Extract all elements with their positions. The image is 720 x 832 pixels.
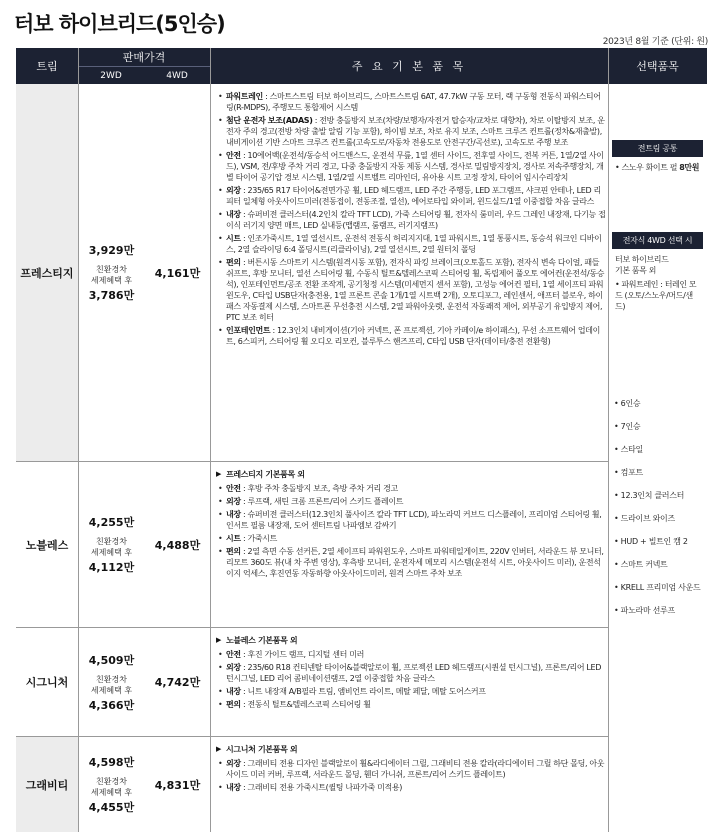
trim-name: 시그니처 [16, 628, 78, 736]
price-4wd: 4,488만 [154, 538, 201, 552]
feature-row: • 내장 : 니트 내장재 A/B필라 트림, 앰비언트 라이트, 메탈 페달, 메탈 도어스커프 [216, 686, 606, 697]
feature-row: • 파워트레인 : 스마트스트림 터보 하이브리드, 스마트스트림 6AT, 47.7kW 구동 모터, 랙 구동형 전동식 파워스티어링(R-MDPS), 주행모드 통합제어 시스템 [216, 91, 606, 113]
header-options: 선택품목 [608, 48, 707, 84]
option-common-box [612, 140, 703, 178]
price-4wd: 4,742만 [154, 676, 201, 689]
option-awd-box [612, 232, 703, 317]
feature-row: • 안전 : 10에어백(운전석/동승석 어드밴스드, 운전석 무릎, 1열 센터 사이드, 전후열 사이드, 전복 커튼, 1열/2열 사이드), VSM, 전/후방 주차 거리 경고, 다중 충돌방지 자동 제동 시스템, 경사로 밀림방지장치, 경사로 저속주행장치, 개별 타이어 공기압 경보 시스템, 1열/2열 시트벨트 리마인더, 유아용 시트 고정 장치, 타이어 임시수리장치 [216, 150, 606, 183]
feature-row: • 외장 : 루프랙, 새틴 크롬 프론트/리어 스키드 플레이트 [216, 496, 606, 507]
feature-head: ▶ 프레스티지 기본품목 외 [216, 469, 606, 480]
option-item: • 스마트 커넥트 [614, 560, 668, 569]
price-note: 2023년 8월 기준 (단위: 원) [602, 37, 708, 47]
feature-list [212, 91, 606, 349]
divider [608, 48, 609, 832]
option-common-item: • 스노우 화이트 펄 8만원 [615, 163, 700, 172]
feature-row: • 외장 : 235/65 R17 타이어&전면가공 휠, LED 헤드램프, LED 주간 주행등, LED 포그램프, 샤크핀 안테나, LED 리피터 일체형 아웃사이드미러(전동접이, 전동조절, 열선), 에어로타입 와이퍼, 윈드실드/1열 이중접합 차음 글라스 [216, 185, 606, 207]
feature-row: • 편의 : 버튼시동 스마트키 시스템(원격시동 포함), 전자식 파킹 브레이크(오토홀드 포함), 전자식 변속 다이얼, 패들 쉬프트, 후방 모니터, 열선 스티어링 휠, 수동식 틸트&텔레스코픽 스티어링 휠, 독립제어 풀오토 에어컨(운전석/동승석), 인포테인먼트/공조 전환 조작계, 공기청정 시스템(미세먼지 센서 포함), 고성능 에어컨 필터, 1열 세이프티 파워윈도우, C타입 USB단자(충전용, 1열 프론트 콘솔 1개/1열 시트백 2개), 오토디포그, 레인센서, 애프터 블로우, 하이패스 자동결제 시스템, 스마트폰 무선충전 시스템, 2열 파워아웃렛, 운전석 자동쾌적 제어, 외부공기 유입방지 제어, PTC 보조 히터 [216, 257, 606, 323]
feature-row: • 안전 : 후진 가이드 램프, 디지털 센터 미러 [216, 649, 606, 660]
feature-head: ▶ 시그니처 기본품목 외 [216, 744, 606, 755]
feature-row: • 시트 : 인조가죽시트, 1열 열선시트, 운전석 전동식 허리지지대, 1열 파워시트, 1열 통풍시트, 동승석 워크인 디바이스, 2열 슬라이딩 6:4 폴딩시트(리클라이닝), 2열 열선시트, 2열 원터치 폴딩 [216, 233, 606, 255]
benefit-price: 4,455만 [88, 801, 135, 814]
header-main-features: 주 요 기 본 품 목 [210, 48, 608, 84]
price-2wd-cell [78, 84, 145, 461]
price-2wd: 4,509만 [88, 653, 135, 667]
feature-row: • 인포테인먼트 : 12.3인치 내비게이션(기아 커넥트, 폰 프로젝션, 기아 카페이/e 하이패스), 무선 소프트웨어 업데이트, 6스피커, 스티어링 휠 오디오 리모컨, 블루투스 핸즈프리, C타입 USB 단자(데이터/충전 전환형) [216, 325, 606, 347]
option-item: • 12.3인치 클러스터 [614, 491, 685, 500]
option-item: • 컴포트 [614, 468, 643, 477]
feature-row: • 안전 : 후방 주차 충돌방지 보조, 측방 주차 거리 경고 [216, 483, 606, 494]
feature-head: ▶ 노블레스 기본품목 외 [216, 635, 606, 646]
option-common-title: 전트림 공통 [612, 140, 703, 157]
trim-name: 그래비티 [16, 737, 78, 832]
benefit-label: 친환경차 세제혜택 후 [90, 265, 133, 285]
option-item: • 드라이브 와이즈 [614, 514, 675, 523]
header-trim: 트림 [16, 48, 78, 84]
feature-row: • 내장 : 슈퍼비전 클러스터(4.2인치 칼라 TFT LCD), 가죽 스티어링 휠, 전자식 룸미러, 우드 그레인 내장재, 다기능 접이식 러기지 양면 매트, LED 실내등(맵램프, 룸램프, 러기지램프) [216, 209, 606, 231]
price-2wd: 3,929만 [88, 244, 135, 257]
benefit-label: 친환경차 세제혜택 후 [90, 537, 133, 557]
trim-name: 노블레스 [16, 462, 78, 627]
option-item: • HUD + 빌트인 캠 2 [614, 537, 688, 546]
benefit-label: 친환경차 세제혜택 후 [90, 777, 133, 797]
price-2wd-cell [78, 628, 145, 736]
benefit-price: 4,366만 [88, 698, 135, 712]
feature-list [212, 635, 606, 712]
benefit-label: 친환경차 세제혜택 후 [90, 674, 133, 695]
benefit-price: 3,786만 [88, 289, 135, 302]
option-awd-body: 터보 하이브리드 기본 품목 외 • 파워트레인 : 터레인 모드 (오토/스노우/머드/샌드) [615, 255, 697, 311]
price-2wd-cell [78, 737, 145, 832]
header-4wd: 4WD [166, 70, 188, 81]
feature-row: • 내장 : 그래비티 전용 가죽시트(퀼팅 나파가죽 미적용) [216, 782, 606, 793]
feature-list [212, 744, 606, 795]
page-title: 터보 하이브리드(5인승) [14, 12, 225, 36]
option-item: • 파노라마 선루프 [614, 606, 675, 615]
price-4wd: 4,161만 [154, 266, 201, 280]
feature-row: • 편의 : 전동식 틸트&텔레스코픽 스티어링 휠 [216, 699, 606, 710]
header-price-label: 판매가격 [78, 48, 210, 67]
option-item: • KRELL 프리미엄 사운드 [614, 583, 701, 592]
feature-row: • 첨단 운전자 보조(ADAS) : 전방 충돌방지 보조(차량/보행자/자전거 탑승자/교차로 대향차), 차로 이탈방지 보조, 운전자 주의 경고(전방 차량 출발 알림 기능 포함), 하이빔 보조, 차로 유지 보조, 스마트 크루즈 컨트롤(정차&재출발), 내비게이션 기반 스마트 크루즈 컨트롤(고속도로/자동차 전용도로 안전구간/곡선로), 고속도로 주행 보조 [216, 115, 606, 148]
price-table [16, 48, 707, 832]
feature-row: • 외장 : 그래비티 전용 디자인 블랙알로이 휠&라디에이터 그릴, 그래비티 전용 칼라(라디에이터 그릴 하단 몰딩, 아웃사이드 미러 커버, 루프랙, 서라운드 몰딩, 휀더 가니쉬, 프론트/리어 스키드 플레이트) [216, 758, 606, 780]
header-2wd: 2WD [100, 70, 122, 81]
feature-list [212, 469, 606, 581]
price-2wd: 4,598만 [88, 756, 135, 769]
price-4wd: 4,831만 [154, 778, 201, 792]
header-price [78, 48, 210, 84]
option-item: • 스타일 [614, 445, 643, 454]
feature-row: • 내장 : 슈퍼비전 클러스터(12.3인치 풀사이즈 칼라 TFT LCD), 파노라믹 커브드 디스플레이, 프리미엄 스티어링 휠, 인서트 필름 내장재, 도어 센터트림 나파엠보 감싸기 [216, 509, 606, 531]
divider [210, 48, 211, 832]
trim-name: 프레스티지 [16, 84, 78, 461]
option-item: • 6인승 [614, 399, 641, 408]
feature-row: • 시트 : 가죽시트 [216, 533, 606, 544]
price-2wd-cell [78, 462, 145, 627]
option-item: • 7인승 [614, 422, 641, 431]
option-awd-title: 전자식 4WD 선택 시 [612, 232, 703, 249]
benefit-price: 4,112만 [88, 561, 135, 574]
feature-row: • 편의 : 2열 측면 수동 선커튼, 2열 세이프티 파워윈도우, 스마트 파워테일게이트, 220V 인버터, 서라운드 뷰 모니터, 리모트 360도 뷰(내 차 주변 영상), 후측방 모니터, 운전자세 메모리 시스템(운전석 시트, 아웃사이드 미러), 운전석 이지 억세스, 후진연동 자동하향 아웃사이드미러, 원격 스마트 주차 보조 [216, 546, 606, 579]
price-2wd: 4,255만 [88, 516, 135, 529]
feature-row: • 외장 : 235/60 R18 컨티넨탈 타이어&블랙알로이 휠, 프로젝션 LED 헤드램프(시퀀셜 턴시그널), 프론트/리어 LED 턴시그널, LED 리어 콤비네이션램프, 2열 이중접합 차음 글라스 [216, 662, 606, 684]
